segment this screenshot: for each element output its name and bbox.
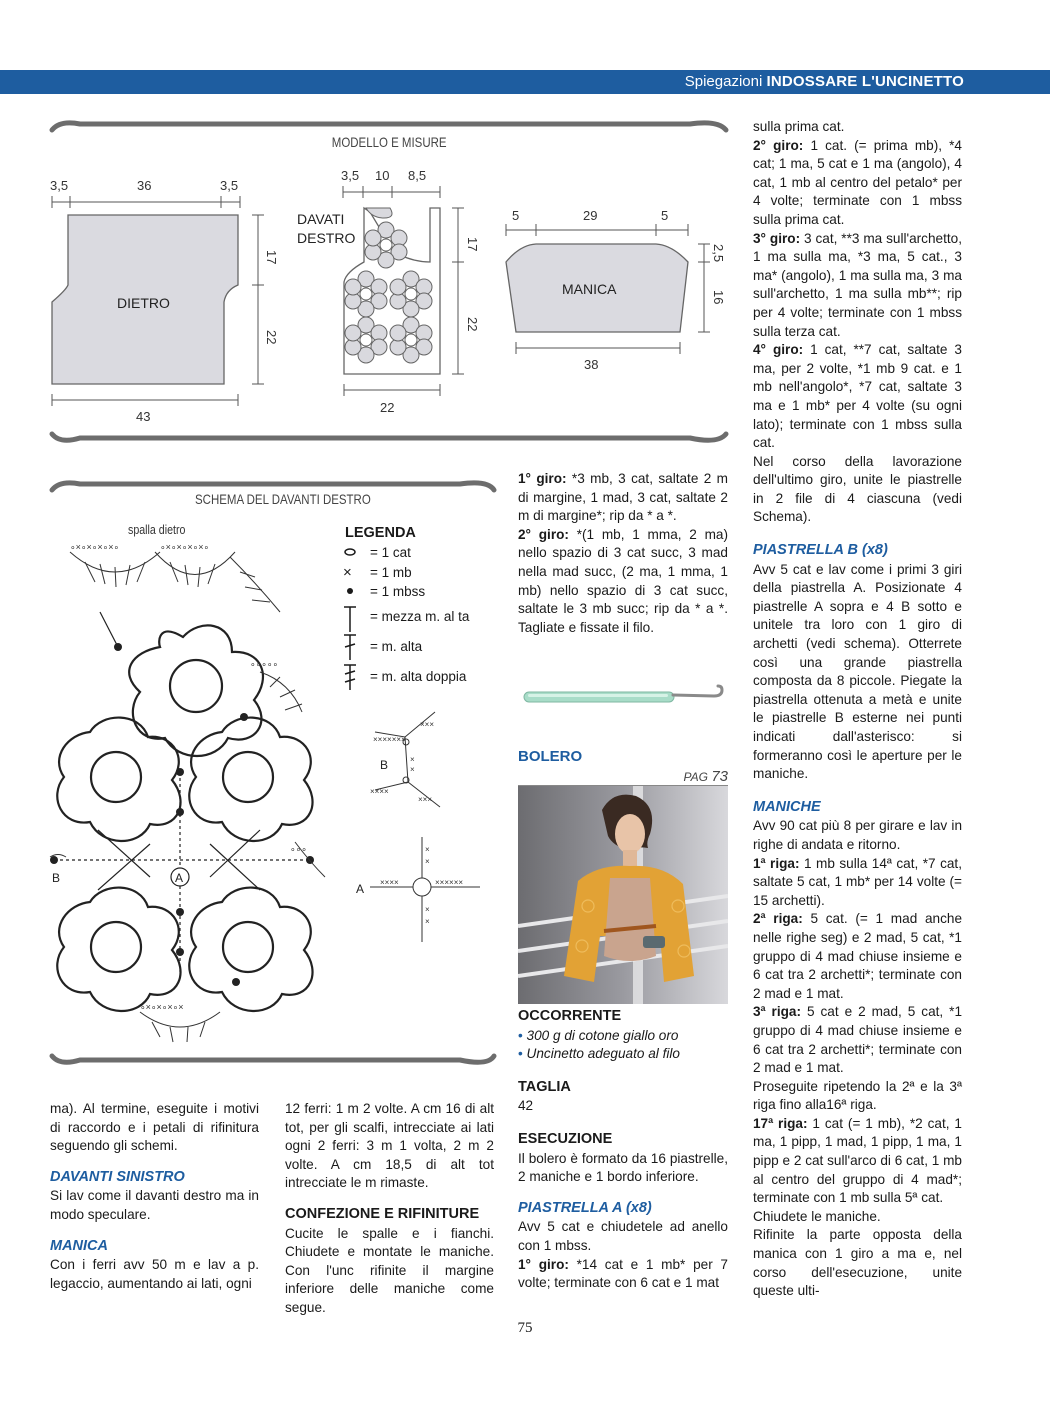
dietro-label: DIETRO — [117, 295, 170, 311]
manica-side-2: 16 — [711, 290, 726, 305]
svg-text:×: × — [410, 765, 415, 774]
occorrente-item-1: • 300 g di cotone giallo oro — [518, 1027, 679, 1043]
legend-items — [343, 545, 470, 690]
chain-icon — [345, 549, 355, 555]
column-4 — [753, 118, 962, 1301]
label-b-flower: B — [52, 871, 61, 885]
dietro-side-2: 22 — [264, 330, 279, 345]
diagram-modello-e-misure — [40, 112, 740, 448]
label-b-motif: B — [380, 758, 389, 772]
legend-item-5: = m. alta — [370, 639, 423, 654]
heading-taglia: TAGLIA — [518, 1078, 571, 1095]
heading-bolero: BOLERO — [518, 748, 583, 765]
crochet-hook-image — [518, 684, 728, 714]
svg-text:∘×∘×∘×∘×∘: ∘×∘×∘×∘×∘ — [160, 542, 210, 552]
svg-text:×: × — [425, 845, 430, 854]
col1-paragraph-manica: Con i ferri avv 50 m e lav a p. legaccio, aumentando ai lati, ogni — [50, 1257, 259, 1291]
tr-icon — [344, 665, 356, 690]
maniche-chiudete: Chiudete le maniche. — [753, 1208, 881, 1224]
sc-icon: × — [343, 564, 352, 581]
header-bar — [0, 70, 1050, 94]
piastrella-a-giro-1: 1° giro: *14 cat e 1 mb* per 7 volte; terminate con 6 cat e 1 mat — [518, 1256, 728, 1291]
svg-text:×: × — [425, 857, 430, 866]
dietro-piece — [50, 176, 279, 424]
davanti-piece — [297, 168, 480, 415]
col4-p0: sulla prima cat. — [753, 119, 845, 134]
dietro-side-1: 17 — [264, 250, 279, 265]
join-dots — [50, 643, 314, 986]
manica-top-3: 5 — [661, 208, 669, 223]
col4-giro-2: 2° giro: 1 cat. (= prima mb), *4 cat; 1 ma, 5 cat e 1 ma (angolo), 4 cat, 1 mb al centro del petalo* per 4 volte; terminate con 1 mbss sulla prima cat. — [753, 137, 962, 227]
svg-text:××××: ×××× — [380, 878, 399, 887]
manica-top-2: 29 — [583, 208, 598, 223]
davanti-bottom: 22 — [380, 400, 395, 415]
maniche-riga-3: 3ª riga: 5 cat e 2 mad, 5 cat, *1 gruppo di 4 mad chiuse insieme e 6 cat tra 2 archetti*; terminate con 2 mad e 1 mat. — [753, 1004, 963, 1076]
maniche-riga-17: 17ª riga: 1 cat (= 1 mb), *2 cat, 1 ma, 1 pipp, 1 mad, 1 pipp, 1 ma, 1 pipp e 2 cat sull'arco di 6 cat, 1 mb al centro del gruppo di 4 mad*; terminate con 1 mb sulla 5ª cat. — [753, 1115, 962, 1206]
heading-piastrella-b: PIASTRELLA B (x8) — [753, 542, 888, 559]
davanti-top-1: 3,5 — [341, 168, 360, 183]
col1-paragraph-1: ma). Al termine, eseguite i motivi di raccordo e i petali di rifinitura seguendo gli schemi. — [50, 1101, 259, 1154]
davanti-side-2: 22 — [465, 317, 480, 332]
page-number: 75 — [517, 1320, 533, 1336]
maniche-riga-1: 1ª riga: 1 mb sulla 14ª cat, *7 cat, saltate 5 cat, 1 mb* per 14 volte (= 15 archetti). — [753, 855, 962, 908]
frame-bottom — [52, 434, 726, 440]
heading-davanti-sinistro: DAVANTI SINISTRO — [50, 1168, 185, 1185]
photo-dress — [604, 878, 656, 961]
legend-item-6: = m. alta doppia — [370, 669, 467, 684]
heading-occorrente: OCCORRENTE — [518, 1008, 622, 1024]
col4-giro-4: 4° giro: 1 cat, **7 cat, saltate 3 ma, per 2 volte, *1 mb 9 cat. e 1 mb nell'angolo*, *7 cat, saltate 3 ma e 1 mb* per 4 volte (su ogni lato); terminate con 1 mbss sulla cat. — [753, 342, 962, 451]
maniche-text: Avv 90 cat più 8 per girare e lav in righe di andata e ritorno. — [753, 818, 962, 852]
diagram-schema-davanti-destro — [40, 472, 500, 1070]
column-1 — [50, 1100, 259, 1293]
spalla-label: spalla dietro — [128, 521, 186, 538]
header-title: Spiegazioni INDOSSARE L'UNCINETTO — [684, 73, 964, 90]
svg-text:×××××××: ××××××× — [373, 735, 406, 744]
maniche-rifinite: Rifinite la parte opposta della manica con 1 giro a ma e, nel corso dell'esecuzione, unite queste ulti- — [753, 1227, 962, 1299]
col2-paragraph-1: 12 ferri: 1 m 2 volte. A cm 16 di alt tot, per gli scalfi, intrecciate ai lati ogni 2 ferri: 3 m 1 volta, 2 m 2 volte. A cm 18,5 di alt tot intrecciate le m rimaste. — [285, 1101, 494, 1191]
svg-text:×: × — [425, 905, 430, 914]
svg-text:×××: ××× — [418, 795, 433, 804]
manica-label: MANICA — [562, 281, 617, 297]
esecuzione-text: Il bolero è formato da 16 piastrelle, 2 maniche e 1 bordo inferiore. — [518, 1150, 728, 1185]
page-ref: PAG 73 — [518, 769, 728, 786]
label-a-motif: A — [356, 882, 365, 896]
col2-paragraph-confezione: Cucite le spalle e i fianchi. Chiudete e montate le maniche. Con l'unc rifinite il margine inferiore delle maniche come segue. — [285, 1225, 494, 1315]
manica-top-1: 5 — [512, 208, 520, 223]
column-2 — [285, 1100, 494, 1318]
col3-giro-1: 1° giro: *3 mb, 3 cat, saltate 2 m di margine, 1 mad, 3 cat, saltate 2 m di margine*; rip da * a *. — [518, 471, 728, 524]
heading-esecuzione: ESECUZIONE — [518, 1130, 613, 1147]
davanti-side-1: 17 — [465, 237, 480, 252]
davanti-label-1: DAVATI — [297, 211, 345, 227]
legend-title: LEGENDA — [345, 525, 416, 541]
svg-text:×××: ××× — [420, 720, 435, 729]
chart-flower-ml — [57, 718, 180, 841]
bolero-section — [518, 748, 728, 786]
piastrella-a-text: Avv 5 cat e chiudetele ad anello con 1 mbss. — [518, 1219, 728, 1253]
legend-item-2: = 1 mb — [370, 565, 412, 580]
col4-giro-3: 3° giro: 3 cat, **3 ma sull'archetto, 1 ma sulla ma, *3 ma, 5 cat., 3 ma* (angolo), 1 ma sulla ma, 3 ma sull'archetto, 1 ma sulla mb**; rip per 4 volte; terminate con 1 mbss sulla terza cat. — [753, 230, 962, 339]
dietro-bottom: 43 — [136, 409, 151, 424]
svg-text:∘×∘×∘×∘×∘: ∘×∘×∘×∘×∘ — [70, 542, 120, 552]
hdc-icon — [344, 607, 356, 632]
legend-item-4: = mezza m. al ta — [370, 609, 470, 624]
column-3-lower — [518, 1007, 728, 1293]
taglia-value: 42 — [518, 1098, 534, 1114]
photo-face — [615, 814, 645, 854]
heading-piastrella-a: PIASTRELLA A (x8) — [518, 1199, 652, 1216]
dietro-top-2: 36 — [137, 178, 152, 193]
maniche-riga-2: 2ª riga: 5 cat. (= 1 mad anche nelle righe seg) e 2 mad, 5 cat, *1 gruppo di 4 mad chiuse insieme e 6 cat tra 2 archetti*; terminate con 2 mad e 1 mat. — [753, 911, 963, 1001]
diagram2-title: SCHEMA DEL DAVANTI DESTRO — [195, 490, 371, 508]
piastrella-b-text: Avv 5 cat e lav come i primi 3 giri della piastrella A. Posizionate 4 piastrelle A sopra e 4 B sotto e unitele tra loro con 1 giro di archetti (vedi schema). Otterrete così una grande piastrella composta da 8 piccole. Piegate la piastrella ottenuta a metà e unite le piastrelle B esterne nei punti indicati dall'asterisco: si formeranno così le aperture per le maniche. — [753, 561, 962, 782]
slip-stitch-icon — [347, 588, 353, 594]
svg-text:××××××: ×××××× — [435, 878, 464, 887]
dietro-top-1: 3,5 — [50, 178, 69, 193]
col4-nel-corso: Nel corso della lavorazione dell'ultimo giro, unite le piastrelle in 2 file di 4 ciascuna (vedi Schema). — [753, 453, 962, 525]
frame2-top — [52, 483, 494, 490]
heading-manica: MANICA — [50, 1237, 108, 1254]
dc-icon — [344, 635, 356, 660]
chart-flower-br — [189, 888, 312, 1011]
manica-bottom: 38 — [584, 357, 599, 372]
davanti-top-3: 8,5 — [408, 168, 427, 183]
legend-item-3: = 1 mbss — [370, 584, 426, 599]
heading-confezione: CONFEZIONE E RIFINITURE — [285, 1205, 480, 1222]
bolero-photo — [518, 786, 728, 1004]
svg-text:∘×∘×∘×∘×: ∘×∘×∘×∘× — [140, 1002, 184, 1012]
stitch-fans — [50, 552, 325, 1027]
col3-giro-2: 2° giro: *(1 mb, 1 mma, 2 ma) nello spazio di 3 cat succ, 3 mad nella mad succ, (2 ma, 1 mma, 1 mb) nello spazio di 3 cat succ, saltate le 3 mb succ; rip da * a *. Tagliate e fissate il filo. — [518, 526, 728, 635]
frame-top — [52, 123, 726, 130]
svg-text:∘∘∘∘∘: ∘∘∘∘∘ — [250, 659, 279, 669]
davanti-top-2: 10 — [375, 168, 390, 183]
chart-flower-top-center — [170, 660, 222, 712]
frame2-bottom — [52, 1056, 494, 1062]
svg-text:×: × — [410, 755, 415, 764]
label-a-flower: A — [175, 871, 184, 885]
column-3 — [518, 470, 728, 637]
heading-maniche: MANICHE — [753, 798, 821, 815]
davanti-label-2: DESTRO — [297, 230, 356, 246]
occorrente-item-2: • Uncinetto adeguato al filo — [518, 1046, 680, 1062]
manica-side-1: 2,5 — [711, 244, 726, 263]
manica-piece — [506, 208, 726, 372]
diagram1-title: MODELLO E MISURE — [331, 133, 447, 151]
chart-flower-bl — [57, 888, 180, 1011]
dietro-top-3: 3,5 — [220, 178, 239, 193]
svg-text:××××: ×××× — [370, 787, 389, 796]
svg-text:×: × — [425, 917, 430, 926]
col1-paragraph-davanti: Si lav come il davanti destro ma in modo speculare. — [50, 1188, 259, 1222]
svg-text:∘∘∘: ∘∘∘ — [290, 844, 307, 854]
legend-item-1: = 1 cat — [370, 545, 411, 560]
maniche-proseguite: Proseguite ripetendo la 2ª e la 3ª riga fino alla16ª riga. — [753, 1078, 962, 1113]
